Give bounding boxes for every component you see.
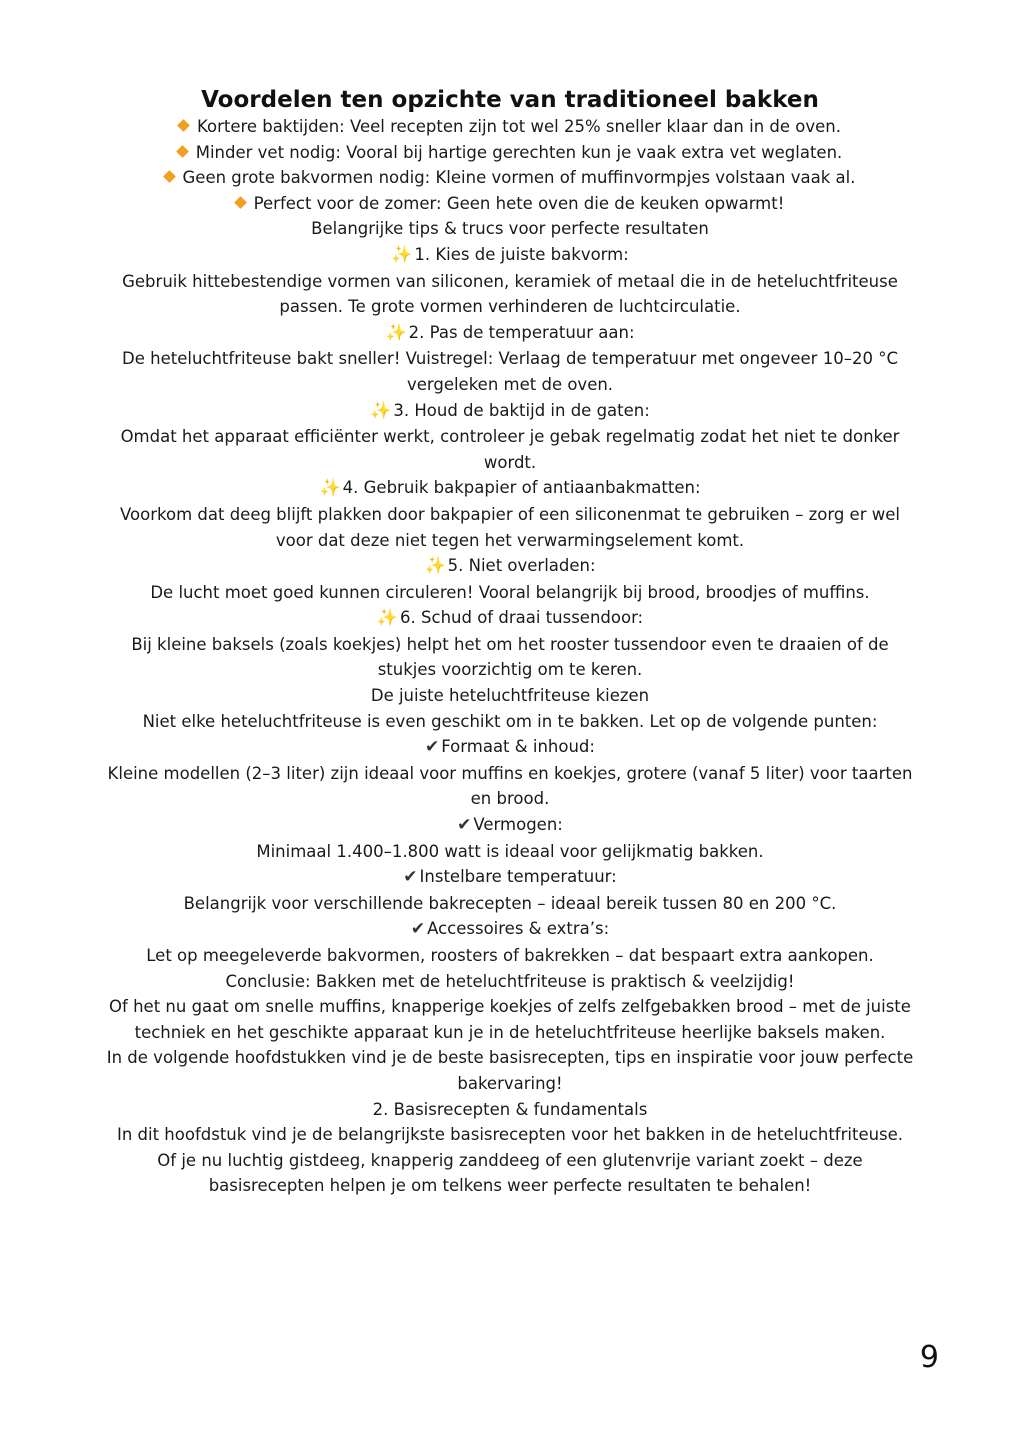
- criterion-title-text: Formaat & inhoud:: [441, 737, 595, 757]
- tip-title: [70, 475, 950, 502]
- tip-title: [70, 398, 950, 425]
- sparkles-icon: ✨: [319, 478, 341, 499]
- orange-diamond-icon: [177, 119, 190, 132]
- tip-text: stukjes voorzichtig om te keren.: [377, 660, 643, 680]
- check-mark-icon: ✔: [410, 919, 426, 940]
- tip-text: wordt.: [483, 452, 537, 472]
- sparkles-icon: ✨: [424, 556, 446, 577]
- advantage-item: [70, 114, 950, 140]
- orange-diamond-icon: [234, 196, 247, 209]
- criterion-title-text: Accessoires & extra’s:: [427, 919, 610, 939]
- criterion-title: [70, 916, 950, 943]
- section-heading: Voordelen ten opzichte van traditioneel bakken: [201, 87, 819, 113]
- conclusion-line: techniek en het geschikte apparaat kun je in de heteluchtfriteuse heerlijke baksels maken.: [134, 1022, 886, 1042]
- tip-title-text: 6. Schud of draai tussendoor:: [400, 608, 644, 628]
- criterion-title-text: Instelbare temperatuur:: [419, 867, 617, 887]
- check-mark-icon: ✔: [457, 815, 472, 836]
- tip-title-text: 3. Houd de baktijd in de gaten:: [393, 400, 650, 420]
- tips-heading: Belangrijke tips & trucs voor perfecte resultaten: [311, 219, 709, 239]
- advantage-item: [70, 191, 950, 217]
- criteria-list: [70, 734, 950, 968]
- tips-list: [70, 242, 950, 683]
- sparkles-icon: ✨: [376, 608, 399, 629]
- tip-title: [70, 320, 950, 347]
- advantage-text: Minder vet nodig: Vooral bij hartige gerechten kun je vaak extra vet weglaten.: [195, 142, 843, 162]
- tip-text: vergeleken met de oven.: [406, 374, 614, 394]
- orange-diamond-icon: [176, 145, 189, 158]
- check-mark-icon: ✔: [403, 867, 418, 888]
- criterion-text: en brood.: [470, 789, 550, 809]
- criterion-text: Kleine modellen (2–3 liter) zijn ideaal voor muffins en koekjes, grotere (vanaf 5 liter) voor taarten: [107, 763, 913, 783]
- chapter-intro-line: In dit hoofdstuk vind je de belangrijkste basisrecepten voor het bakken in de heteluchtfriteuse.: [116, 1125, 904, 1145]
- tip-text: Voorkom dat deeg blijft plakken door bakpapier of een siliconenmat te gebruiken – zorg er wel: [120, 504, 900, 524]
- advantage-item: [70, 140, 950, 166]
- chapter-intro: [70, 1122, 950, 1199]
- conclusion: [70, 969, 950, 1097]
- advantage-text: Geen grote bakvormen nodig: Kleine vormen of muffinvormpjes volstaan vaak al.: [182, 168, 856, 188]
- criterion-title: [70, 864, 950, 891]
- tip-title: [70, 605, 950, 632]
- chapter-intro-line: basisrecepten helpen je om telkens weer perfecte resultaten te behalen!: [208, 1176, 812, 1196]
- advantage-text: Kortere baktijden: Veel recepten zijn tot wel 25% sneller klaar dan in de oven.: [196, 117, 841, 136]
- conclusion-line: In de volgende hoofdstukken vind je de beste basisrecepten, tips en inspiratie voor jouw perfecte: [106, 1048, 914, 1068]
- tip-text: Bij kleine baksels (zoals koekjes) helpt het om het rooster tussendoor even te draaien of de: [131, 634, 889, 654]
- page-number: 9: [919, 1340, 939, 1375]
- check-mark-icon: ✔: [425, 737, 440, 758]
- tip-text: De heteluchtfriteuse bakt sneller! Vuistregel: Verlaag de temperatuur met ongeveer 10–20 °C: [122, 349, 898, 369]
- sparkles-icon: ✨: [385, 322, 407, 343]
- tip-title: [70, 553, 950, 580]
- sparkles-icon: ✨: [370, 400, 392, 421]
- advantage-item: [70, 165, 950, 191]
- criterion-title-text: Vermogen:: [473, 815, 563, 835]
- tip-title: [70, 242, 950, 269]
- tip-text: De lucht moet goed kunnen circuleren! Vooral belangrijk bij brood, broodjes of muffins.: [150, 582, 870, 602]
- tip-text: voor dat deze niet tegen het verwarmingselement komt.: [275, 530, 745, 550]
- tip-text: passen. Te grote vormen verhinderen de luchtcirculatie.: [279, 297, 741, 317]
- advantage-text: Perfect voor de zomer: Geen hete oven die de keuken opwarmt!: [253, 193, 785, 213]
- criterion-title: [70, 812, 950, 839]
- conclusion-line: Conclusie: Bakken met de heteluchtfriteuse is praktisch & veelzijdig!: [225, 971, 795, 991]
- tip-title-text: 4. Gebruik bakpapier of antiaanbakmatten:: [342, 478, 701, 498]
- choose-heading: De juiste heteluchtfriteuse kiezen: [370, 686, 650, 706]
- tip-text: Omdat het apparaat efficiënter werkt, controleer je gebak regelmatig zodat het niet te donker: [120, 427, 900, 447]
- tip-title-text: 5. Niet overladen:: [447, 556, 596, 576]
- criterion-text: Belangrijk voor verschillende bakrecepten – ideaal bereik tussen 80 en 200 °C.: [183, 893, 837, 913]
- chapter-intro-line: Of je nu luchtig gistdeeg, knapperig zanddeeg of een glutenvrije variant zoekt – deze: [157, 1150, 863, 1170]
- conclusion-line: Of het nu gaat om snelle muffins, knapperige koekjes of zelfs zelfgebakken brood – met de juiste: [109, 997, 911, 1017]
- tip-title-text: 2. Pas de temperatuur aan:: [408, 322, 635, 342]
- tip-title-text: 1. Kies de juiste bakvorm:: [414, 244, 629, 264]
- advantages-list: [70, 114, 950, 216]
- criterion-text: Minimaal 1.400–1.800 watt is ideaal voor gelijkmatig bakken.: [256, 841, 764, 861]
- chapter-title: 2. Basisrecepten & fundamentals: [372, 1099, 648, 1119]
- document-page: [70, 86, 950, 1199]
- sparkles-icon: ✨: [391, 244, 413, 265]
- tip-text: Gebruik hittebestendige vormen van siliconen, keramiek of metaal die in de heteluchtfriteuse: [122, 271, 898, 291]
- criterion-text: Let op meegeleverde bakvormen, roosters of bakrekken – dat bespaart extra aankopen.: [146, 946, 874, 965]
- conclusion-line: bakervaring!: [457, 1073, 563, 1093]
- orange-diamond-icon: [163, 170, 176, 183]
- choose-intro: Niet elke heteluchtfriteuse is even geschikt om in te bakken. Let op de volgende punten:: [142, 711, 878, 731]
- criterion-title: [70, 734, 950, 761]
